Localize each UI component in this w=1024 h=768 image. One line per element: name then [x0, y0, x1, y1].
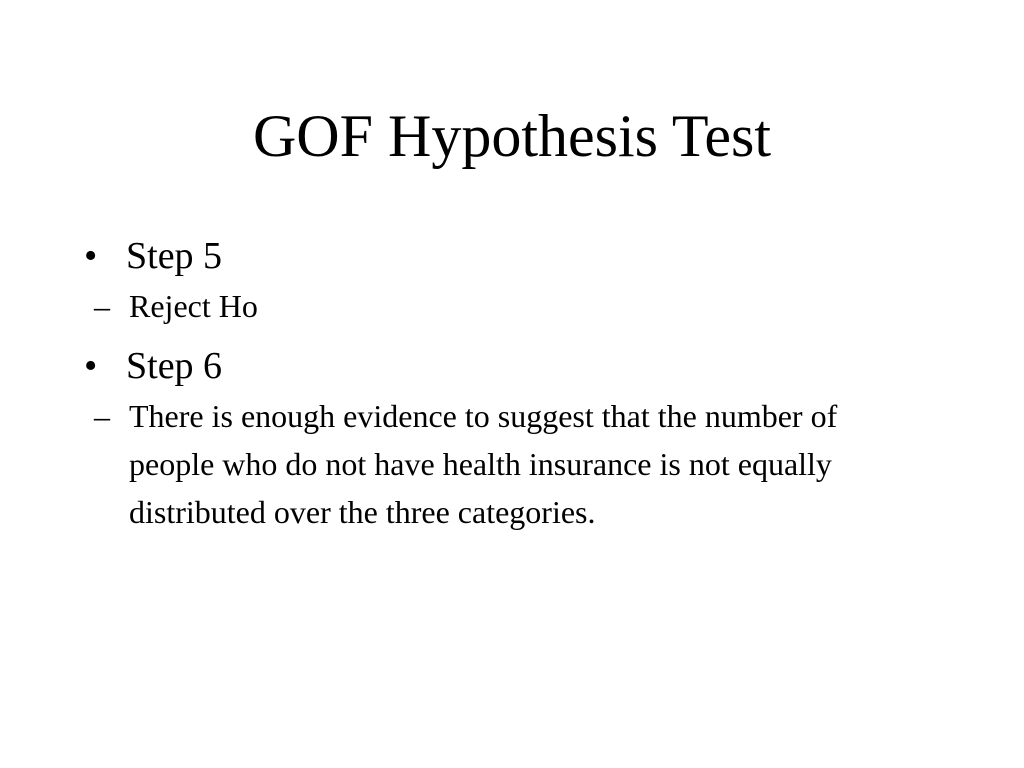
slide-title: GOF Hypothesis Test	[252, 103, 772, 169]
sub-list	[84, 282, 944, 330]
bullet-item-step-5	[84, 230, 944, 282]
sub-item-text: Reject Ho	[129, 288, 258, 324]
dash-marker: –	[94, 288, 110, 324]
sub-list-container	[84, 392, 944, 536]
bullet-marker: •	[84, 235, 98, 277]
sub-item-conclusion	[84, 392, 889, 536]
sub-list-container	[84, 282, 944, 330]
sub-item-reject-ho	[84, 282, 944, 330]
bullet-text: Step 5	[126, 235, 223, 277]
bullet-item-step-6	[84, 340, 944, 392]
bullet-text: Step 6	[126, 345, 223, 387]
bullet-marker: •	[84, 345, 98, 387]
dash-marker: –	[94, 398, 110, 434]
sub-list	[84, 392, 944, 536]
sub-item-text: There is enough evidence to suggest that the number of people who do not have health insurance is not equally distributed over the three categories.	[129, 398, 838, 530]
slide-body	[84, 230, 944, 544]
